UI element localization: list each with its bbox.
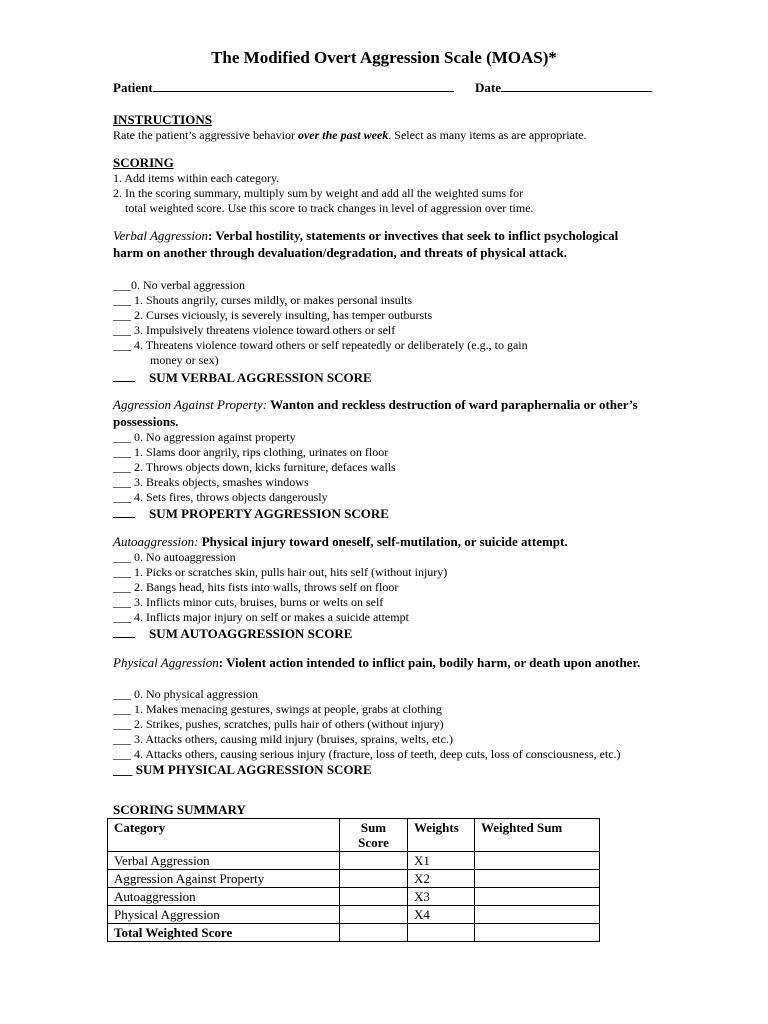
table-row [108,888,600,906]
column-header-category: Category [108,819,340,852]
verbal-item-4[interactable]: ___ 4. Threatens violence toward others or self repeatedly or deliberately (e.g., to gain [113,338,528,352]
patient-blank[interactable] [153,79,454,92]
row-category: Aggression Against Property [108,870,340,888]
row-sum-score[interactable] [340,852,408,870]
column-header-sum-score: Sum Score [340,819,408,852]
property-sum-line[interactable]: SUM PROPERTY AGGRESSION SCORE [113,505,389,522]
property-sum-blank[interactable] [113,505,135,518]
row-weighted-sum[interactable] [475,888,600,906]
auto-sum-line[interactable]: SUM AUTOAGGRESSION SCORE [113,625,352,642]
auto-item-3[interactable]: ___ 3. Inflicts minor cuts, bruises, burns or welts on self [113,595,384,609]
date-field[interactable] [475,79,652,96]
row-sum-score[interactable] [340,888,408,906]
verbal-item-0[interactable]: ___0. No verbal aggression [113,278,245,292]
row-weight: X3 [408,888,475,906]
scoring-line-3: total weighted score. Use this score to track changes in level of aggression over time. [125,201,534,215]
physical-item-3[interactable]: ___ 3. Attacks others, causing mild injury (bruises, sprains, welts, etc.) [113,732,453,746]
total-weight [408,924,475,942]
property-item-3[interactable]: ___ 3. Breaks objects, smashes windows [113,475,309,489]
column-header-weighted-sum: Weighted Sum [475,819,600,852]
physical-aggression-heading: Physical Aggression: Violent action intended to inflict pain, bodily harm, or death upon another. [113,655,641,670]
row-category: Verbal Aggression [108,852,340,870]
table-row [108,852,600,870]
physical-item-0[interactable]: ___ 0. No physical aggression [113,687,258,701]
property-item-4[interactable]: ___ 4. Sets fires, throws objects dangerously [113,490,328,504]
property-item-1[interactable]: ___ 1. Slams door angrily, rips clothing, urinates on floor [113,445,389,459]
verbal-item-2[interactable]: ___ 2. Curses viciously, is severely insulting, has temper outbursts [113,308,433,322]
total-sum-score[interactable] [340,924,408,942]
instructions-heading: INSTRUCTIONS [113,112,212,127]
scoring-line-2: 2. In the scoring summary, multiply sum by weight and add all the weighted sums for [113,186,524,200]
property-item-0[interactable]: ___ 0. No aggression against property [113,430,296,444]
total-weighted-sum[interactable] [475,924,600,942]
scoring-summary-table [107,818,600,942]
instructions-text: Rate the patient’s aggressive behavior over the past week. Select as many items as are appropriate. [113,128,587,142]
column-header-weights: Weights [408,819,475,852]
physical-item-1[interactable]: ___ 1. Makes menacing gestures, swings at people, grabs at clothing [113,702,442,716]
physical-item-4[interactable]: ___ 4. Attacks others, causing serious injury (fracture, loss of teeth, deep cuts, loss of consciousness, etc.) [113,747,621,761]
row-weighted-sum[interactable] [475,870,600,888]
patient-label: Patient [113,80,153,95]
page-title: The Modified Overt Aggression Scale (MOAS)* [211,48,557,67]
verbal-item-4-cont: money or sex) [150,353,219,367]
row-weight: X2 [408,870,475,888]
verbal-item-3[interactable]: ___ 3. Impulsively threatens violence toward others or self [113,323,396,337]
scoring-heading: SCORING [113,155,174,170]
verbal-aggression-heading: Verbal Aggression: Verbal hostility, statements or invectives that seek to inflict psychological harm on another through devaluation/degradation, and threats of physical attack. [113,228,619,260]
auto-sum-blank[interactable] [113,625,135,638]
auto-item-1[interactable]: ___ 1. Picks or scratches skin, pulls hair out, hits self (without injury) [113,565,448,579]
verbal-sum-blank[interactable] [113,369,135,382]
row-sum-score[interactable] [340,906,408,924]
verbal-sum-line[interactable]: SUM VERBAL AGGRESSION SCORE [113,369,372,386]
table-row [108,870,600,888]
total-weighted-score-label: Total Weighted Score [108,924,340,942]
autoaggression-heading: Autoaggression: Physical injury toward oneself, self-mutilation, or suicide attempt. [113,534,568,549]
property-aggression-heading: Aggression Against Property: Wanton and reckless destruction of ward paraphernalia or other’s possessions. [113,397,638,429]
row-sum-score[interactable] [340,870,408,888]
property-item-2[interactable]: ___ 2. Throws objects down, kicks furniture, defaces walls [113,460,396,474]
table-row [108,906,600,924]
total-row [108,924,600,942]
auto-item-0[interactable]: ___ 0. No autoaggression [113,550,236,564]
scoring-line-1: 1. Add items within each category. [113,171,280,185]
verbal-item-1[interactable]: ___ 1. Shouts angrily, curses mildly, or makes personal insults [113,293,413,307]
row-category: Physical Aggression [108,906,340,924]
row-weight: X1 [408,852,475,870]
date-blank[interactable] [501,79,652,92]
physical-sum-line[interactable]: ___ SUM PHYSICAL AGGRESSION SCORE [113,762,372,777]
patient-field[interactable] [113,79,454,96]
scoring-summary-heading: SCORING SUMMARY [113,802,246,817]
table-header-row [108,819,600,852]
row-category: Autoaggression [108,888,340,906]
auto-item-4[interactable]: ___ 4. Inflicts major injury on self or makes a suicide attempt [113,610,409,624]
physical-item-2[interactable]: ___ 2. Strikes, pushes, scratches, pulls hair of others (without injury) [113,717,444,731]
row-weighted-sum[interactable] [475,852,600,870]
date-label: Date [475,80,501,95]
row-weight: X4 [408,906,475,924]
row-weighted-sum[interactable] [475,906,600,924]
auto-item-2[interactable]: ___ 2. Bangs head, hits fists into walls, throws self on floor [113,580,399,594]
